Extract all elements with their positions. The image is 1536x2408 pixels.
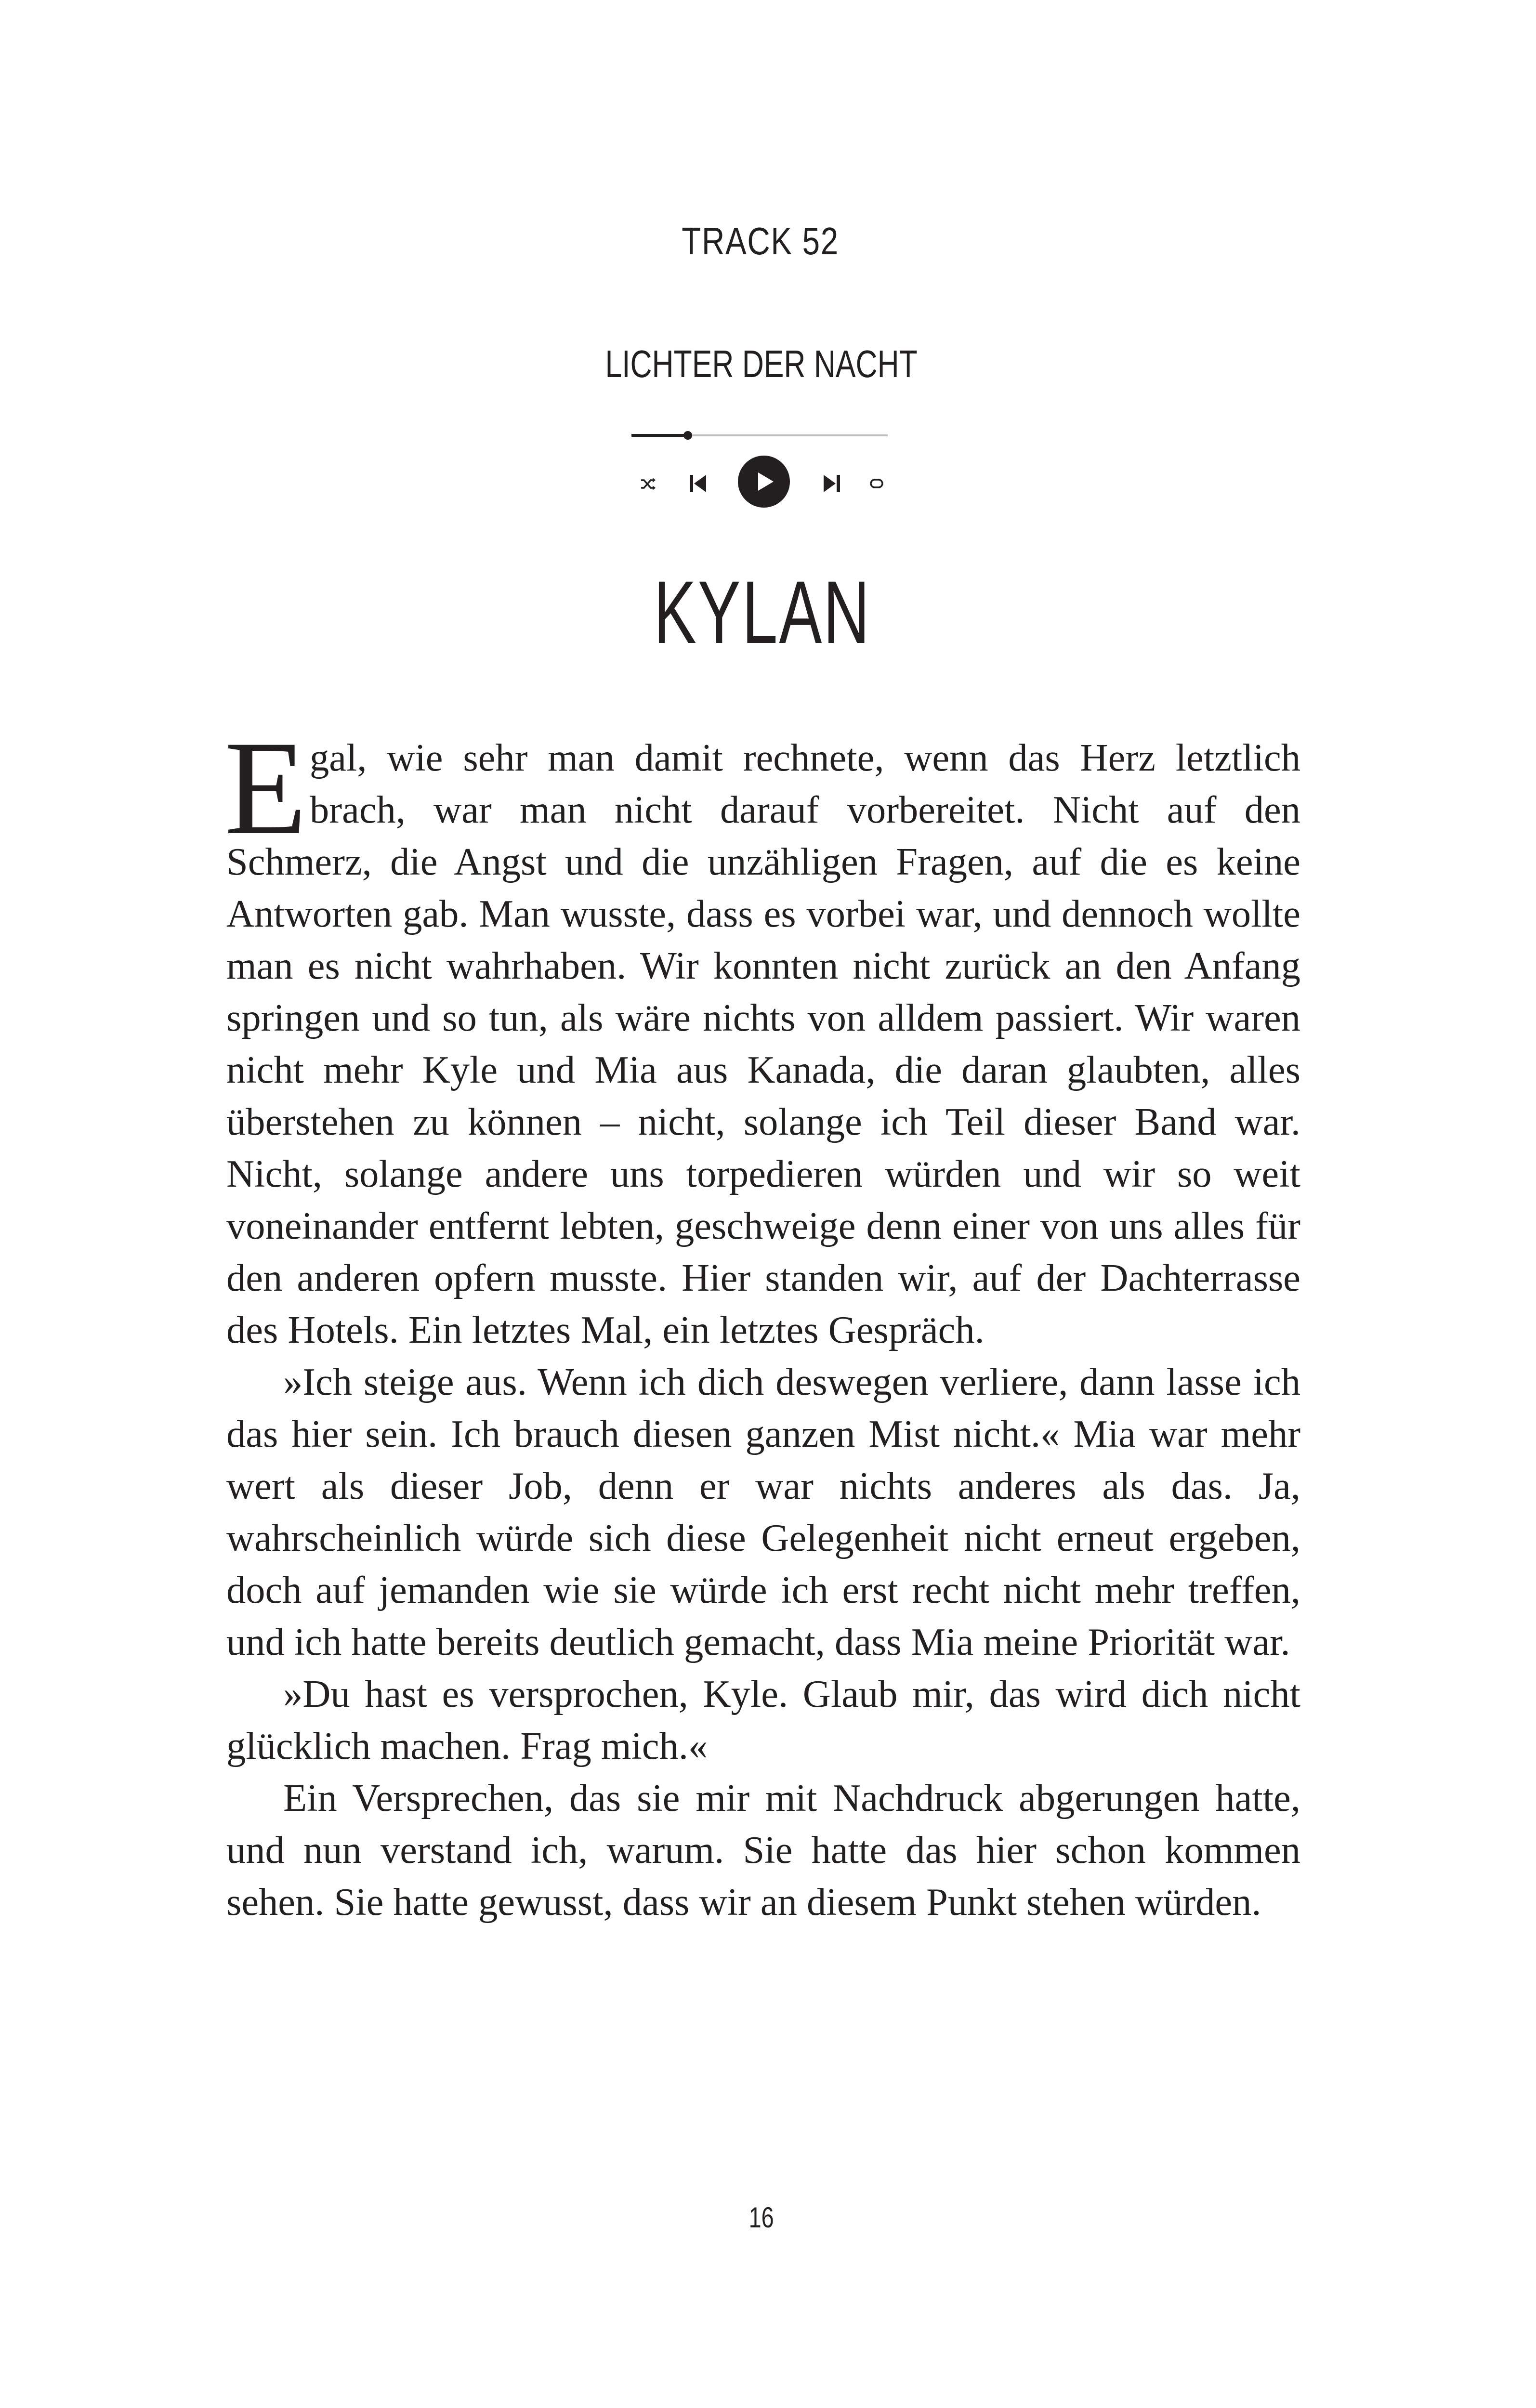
play-icon[interactable] — [737, 455, 790, 508]
paragraph: »Du hast es versprochen, Kyle. Glaub mir, das wird dich nicht glücklich machen. Frag mich.« — [226, 1673, 1300, 1767]
previous-icon[interactable] — [688, 473, 708, 494]
song-title: LICHTER DER NACHT — [605, 342, 918, 385]
paragraph-text: gal, wie sehr man damit rechnete, wenn das Herz letztlich brach, war man nicht darauf vorbereitet. Nicht auf den Schmerz, die Angst und die unzähligen Fragen, auf die es keine Antworten gab. Man wusste, dass es vorbei war, und dennoch wollte man es nicht wahrhaben. Wir konnten nicht zurück an den Anfang springen und so tun, als wäre nichts von alldem passiert. Wir waren nicht mehr Kyle und Mia aus Kanada, die daran glaubten, alles überstehen zu können – nicht, solange ich Teil dieser Band war. Nicht, solange andere uns torpedieren würden und wir so weit voneinander entfernt lebten, geschweige denn einer von uns alles für den anderen opfern musste. Hier standen wir, auf der Dachterrasse des Hotels. Ein letztes Mal, ein letztes Gespräch. — [226, 736, 1300, 1351]
track-label: TRACK 52 — [682, 220, 839, 262]
player-controls — [631, 455, 888, 513]
progress-bar[interactable] — [631, 432, 888, 438]
drop-cap: E — [224, 713, 307, 863]
progress-knob[interactable] — [683, 431, 692, 440]
body-text — [224, 713, 1300, 1928]
paragraph — [224, 713, 1300, 1356]
paragraph: »Ich steige aus. Wenn ich dich deswegen verliere, dann lasse ich das hier sein. Ich brauch diesen ganzen Mist nicht.« Mia war mehr wert als dieser Job, denn er war nichts anderes als das. Ja, wahrscheinlich würde sich diese Gelegenheit nicht erneut ergeben, doch auf jemanden wie sie würde ich erst recht nicht mehr treffen, und ich hatte bereits deutlich gemacht, dass Mia meine Priorität war. — [226, 1361, 1300, 1663]
paragraph: Ein Versprechen, das sie mir mit Nachdruck abgerungen hatte, und nun verstand ich, warum. Sie hatte das hier schon kommen sehen. Sie hatte gewusst, dass wir an diesem Punkt stehen würden. — [226, 1777, 1300, 1924]
page-number: 16 — [748, 2201, 774, 2234]
progress-fill — [631, 434, 688, 437]
repeat-icon[interactable] — [869, 478, 884, 489]
shuffle-icon[interactable] — [640, 477, 656, 491]
next-icon[interactable] — [822, 473, 841, 494]
chapter-title: KYLAN — [654, 563, 871, 662]
